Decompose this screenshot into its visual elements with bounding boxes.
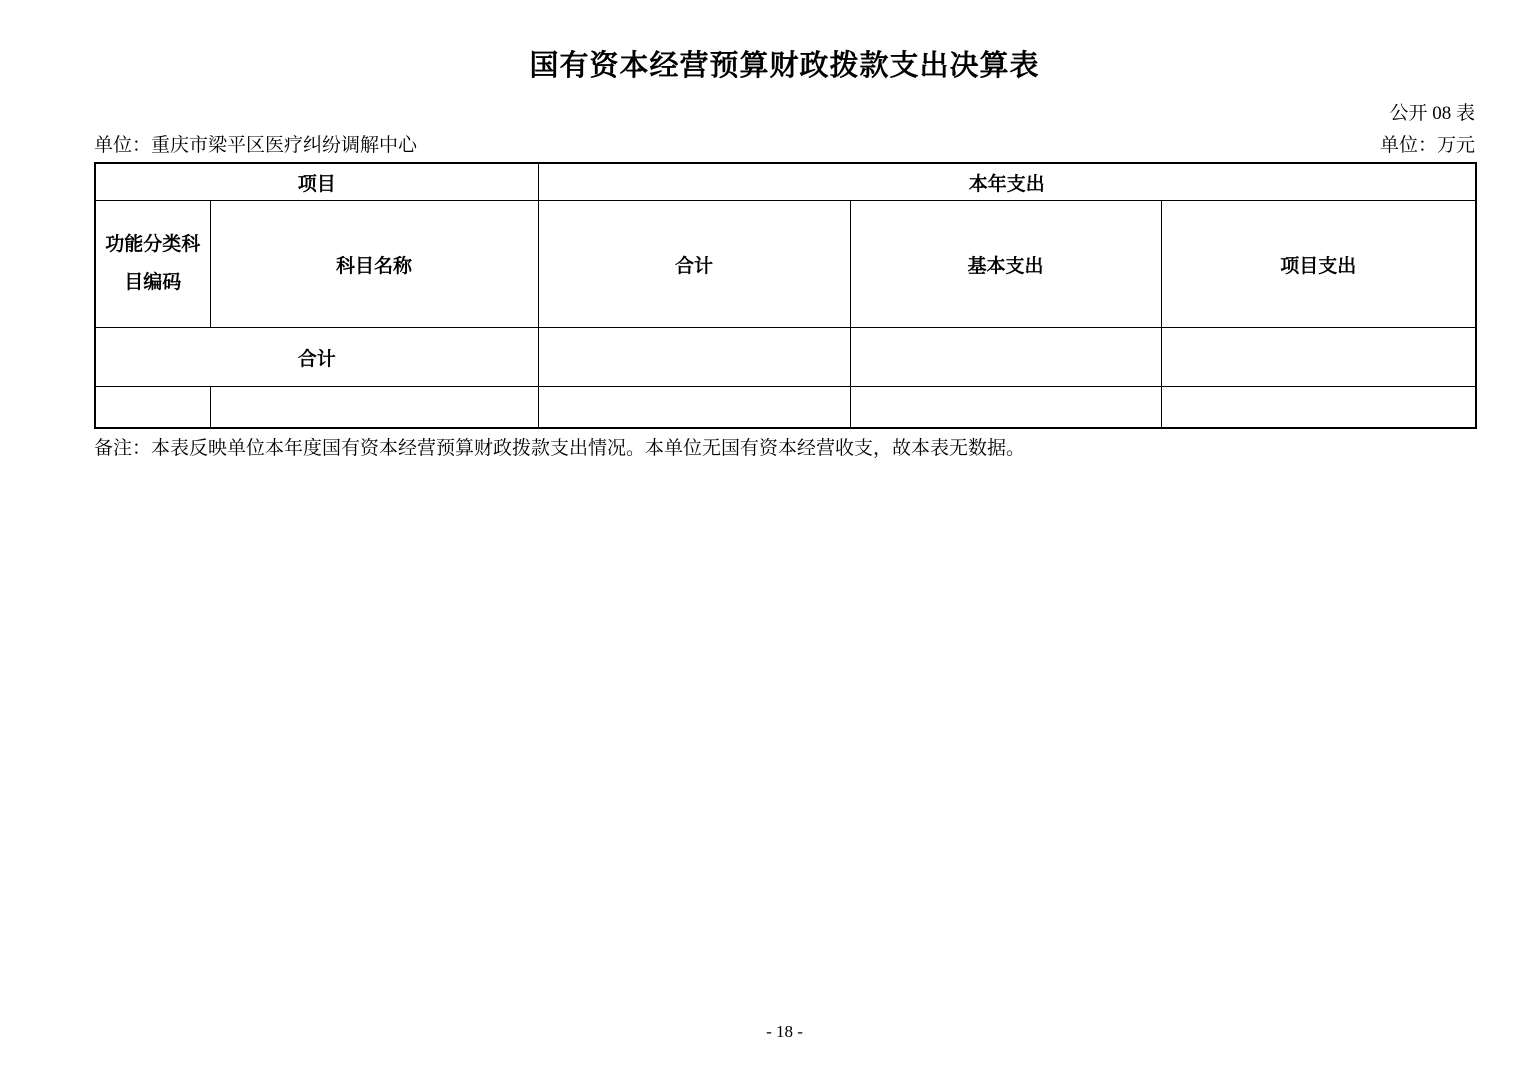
empty-row-basic-cell xyxy=(850,387,1161,429)
empty-row-subject-cell xyxy=(210,387,538,429)
empty-row-project-cell xyxy=(1161,387,1476,429)
header-current-year-expenditure-group: 本年支出 xyxy=(538,163,1476,201)
header-function-class-code: 功能分类科目编码 xyxy=(95,201,210,328)
form-number: 公开 08 表 xyxy=(1389,103,1475,124)
header-subject-name: 科目名称 xyxy=(210,201,538,328)
header-total: 合计 xyxy=(538,201,850,328)
total-row-label: 合计 xyxy=(95,328,538,387)
header-basic-expenditure: 基本支出 xyxy=(850,201,1161,328)
table-header-row xyxy=(95,201,1476,328)
table-row-empty xyxy=(95,387,1476,429)
note-text: 备注：本表反映单位本年度国有资本经营预算财政拨款支出情况。本单位无国有资本经营收支，故本表无数据。 xyxy=(94,438,1026,459)
unit-measure-label: 单位：万元 xyxy=(1379,135,1475,156)
empty-row-total-cell xyxy=(538,387,850,429)
budget-table xyxy=(94,162,1477,429)
table-header-group-row xyxy=(95,163,1476,201)
unit-name-label: 单位：重庆市梁平区医疗纠纷调解中心 xyxy=(94,135,418,156)
page-number: - 18 - xyxy=(766,1022,803,1041)
total-row-project-value xyxy=(1161,328,1476,387)
meta-row xyxy=(94,134,1475,158)
total-row-total-value xyxy=(538,328,850,387)
document-content xyxy=(94,46,1475,461)
header-project-group: 项目 xyxy=(95,163,538,201)
table-row-total xyxy=(95,328,1476,387)
empty-row-code-cell xyxy=(95,387,210,429)
header-project-expenditure: 项目支出 xyxy=(1161,201,1476,328)
total-row-basic-value xyxy=(850,328,1161,387)
page-title: 国有资本经营预算财政拨款支出决算表 xyxy=(529,50,1040,82)
